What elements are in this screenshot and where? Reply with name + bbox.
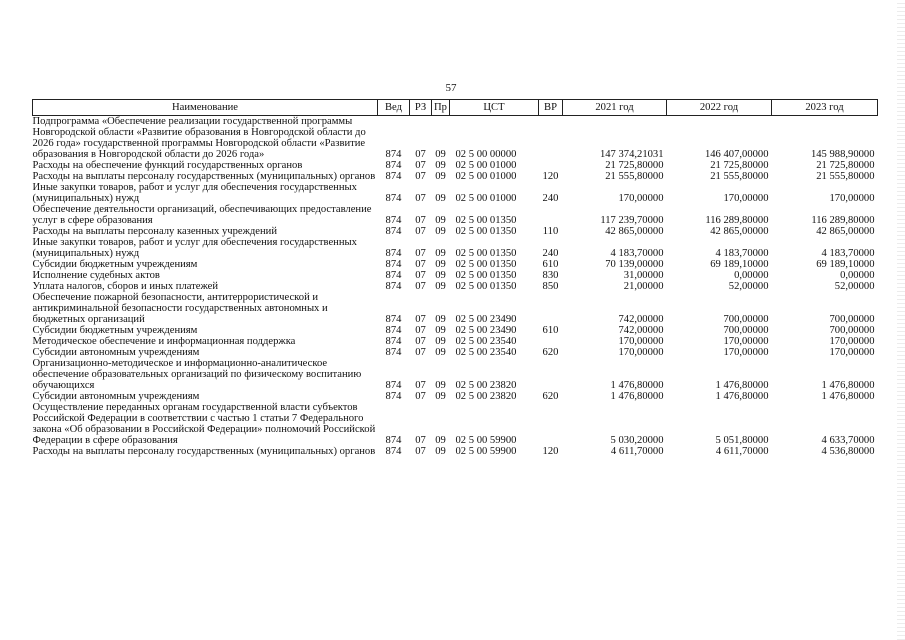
cell-rz: 07 <box>415 281 426 292</box>
table-row <box>33 446 878 457</box>
cell-vr: 610 <box>542 325 559 336</box>
cell-name: Организационно-методическое и информационно-аналитическое обеспечение образовательных организаций по физическому воспитанию обучающихся <box>32 358 362 391</box>
cell-name: Расходы на выплаты персоналу казенных учреждений <box>32 226 277 237</box>
cell-y2022: 0,00000 <box>734 270 769 281</box>
table-row <box>33 259 878 270</box>
cell-y2021: 31,00000 <box>623 270 664 281</box>
cell-ved: 874 <box>385 325 402 336</box>
cell-cst: 02 5 00 01000 <box>455 193 517 204</box>
cell-ved: 874 <box>385 259 402 270</box>
cell-name: Обеспечение деятельности организаций, обеспечивающих предоставление услуг в сфере образования <box>32 204 372 226</box>
cell-ved: 874 <box>385 193 402 204</box>
cell-ved: 874 <box>385 281 402 292</box>
cell-y2021: 742,00000 <box>618 314 664 325</box>
cell-vr <box>539 160 563 171</box>
header-pr: Пр <box>432 100 450 116</box>
cell-pr: 09 <box>435 391 446 402</box>
cell-y2022: 170,00000 <box>723 336 769 347</box>
cell-pr: 09 <box>435 446 446 457</box>
cell-y2021: 5 030,20000 <box>610 435 664 446</box>
cell-y2022: 146 407,00000 <box>704 149 769 160</box>
table-row <box>33 182 878 204</box>
cell-y2021: 21,00000 <box>623 281 664 292</box>
cell-name: Субсидии автономным учреждениям <box>32 391 200 402</box>
cell-cst: 02 5 00 01350 <box>455 215 517 226</box>
cell-y2022: 21 555,80000 <box>710 171 769 182</box>
cell-vr: 240 <box>542 248 559 259</box>
cell-ved: 874 <box>385 270 402 281</box>
cell-cst: 02 5 00 01350 <box>455 259 517 270</box>
table-header <box>33 100 878 116</box>
cell-rz: 07 <box>415 259 426 270</box>
cell-y2021: 42 865,00000 <box>605 226 664 237</box>
cell-y2021: 1 476,80000 <box>610 391 664 402</box>
cell-y2023: 0,00000 <box>840 270 875 281</box>
cell-rz: 07 <box>415 435 426 446</box>
cell-name: Расходы на выплаты персоналу государственных (муниципальных) органов <box>32 171 376 182</box>
cell-rz: 07 <box>415 314 426 325</box>
cell-vr: 610 <box>542 259 559 270</box>
cell-y2023: 170,00000 <box>829 193 875 204</box>
cell-y2021: 1 476,80000 <box>610 380 664 391</box>
cell-cst: 02 5 00 01350 <box>455 226 517 237</box>
cell-ved: 874 <box>385 336 402 347</box>
cell-name: Иные закупки товаров, работ и услуг для обеспечения государственных (муниципальных) нужд <box>32 182 357 204</box>
cell-y2022: 5 051,80000 <box>715 435 769 446</box>
cell-y2021: 21 555,80000 <box>605 171 664 182</box>
cell-y2023: 1 476,80000 <box>821 380 875 391</box>
header-ved: Вед <box>378 100 410 116</box>
table-row <box>33 402 878 446</box>
cell-vr <box>539 336 563 347</box>
cell-ved: 874 <box>385 347 402 358</box>
table-row <box>33 204 878 226</box>
cell-y2022: 170,00000 <box>723 193 769 204</box>
cell-y2022: 1 476,80000 <box>715 380 769 391</box>
cell-cst: 02 5 00 23540 <box>455 347 517 358</box>
table-row <box>33 160 878 171</box>
cell-y2022: 700,00000 <box>723 325 769 336</box>
header-vr: ВР <box>539 100 563 116</box>
cell-vr: 240 <box>542 193 559 204</box>
cell-cst: 02 5 00 00000 <box>455 149 517 160</box>
cell-y2022: 69 189,10000 <box>710 259 769 270</box>
cell-cst: 02 5 00 01350 <box>455 248 517 259</box>
cell-name: Расходы на выплаты персоналу государственных (муниципальных) органов <box>32 446 376 457</box>
cell-name: Субсидии автономным учреждениям <box>32 347 200 358</box>
cell-name: Подпрограмма «Обеспечение реализации государственной программы Новгородской области «Развитие образования в Новгородской области до 2026 года» государственной программы Новгородской области «Развитие образования в Новгородской области до 2026 года» <box>32 116 366 160</box>
cell-vr: 120 <box>542 446 559 457</box>
cell-rz: 07 <box>415 193 426 204</box>
cell-y2021: 4 611,70000 <box>610 446 664 457</box>
cell-cst: 02 5 00 23540 <box>455 336 517 347</box>
header-rz: РЗ <box>410 100 432 116</box>
cell-y2023: 1 476,80000 <box>821 391 875 402</box>
cell-name: Обеспечение пожарной безопасности, антитеррористической и антикриминальной безопасности государственных автономных и бюджетных организаций <box>32 292 328 325</box>
cell-cst: 02 5 00 23490 <box>455 325 517 336</box>
cell-rz: 07 <box>415 149 426 160</box>
cell-ved: 874 <box>385 160 402 171</box>
cell-name: Субсидии бюджетным учреждениям <box>32 325 198 336</box>
cell-cst: 02 5 00 23820 <box>455 391 517 402</box>
cell-vr: 850 <box>542 281 559 292</box>
table-row <box>33 281 878 292</box>
page-number: 57 <box>445 82 457 94</box>
cell-pr: 09 <box>435 259 446 270</box>
cell-rz: 07 <box>415 380 426 391</box>
header-2021: 2021 год <box>563 100 667 116</box>
cell-rz: 07 <box>415 347 426 358</box>
table-row <box>33 270 878 281</box>
cell-name: Субсидии бюджетным учреждениям <box>32 259 198 270</box>
cell-name: Методическое обеспечение и информационная поддержка <box>32 336 296 347</box>
cell-y2023: 145 988,90000 <box>810 149 875 160</box>
cell-rz: 07 <box>415 270 426 281</box>
cell-y2022: 4 183,70000 <box>715 248 769 259</box>
budget-table <box>32 99 878 457</box>
cell-y2023: 700,00000 <box>829 325 875 336</box>
cell-y2022: 1 476,80000 <box>715 391 769 402</box>
cell-name: Уплата налогов, сборов и иных платежей <box>32 281 219 292</box>
cell-vr <box>539 402 563 446</box>
cell-y2023: 4 183,70000 <box>821 248 875 259</box>
cell-pr: 09 <box>435 226 446 237</box>
cell-y2022: 700,00000 <box>723 314 769 325</box>
cell-cst: 02 5 00 01350 <box>455 270 517 281</box>
cell-pr: 09 <box>435 193 446 204</box>
header-2022: 2022 год <box>667 100 772 116</box>
cell-vr: 120 <box>542 171 559 182</box>
cell-pr: 09 <box>435 215 446 226</box>
table-row <box>33 391 878 402</box>
table-row <box>33 358 878 391</box>
cell-vr <box>539 292 563 325</box>
cell-cst: 02 5 00 01000 <box>455 171 517 182</box>
cell-y2023: 21 555,80000 <box>816 171 875 182</box>
cell-y2023: 69 189,10000 <box>816 259 875 270</box>
table-body <box>33 116 878 458</box>
cell-vr: 110 <box>542 226 559 237</box>
cell-pr: 09 <box>435 149 446 160</box>
header-2023: 2023 год <box>772 100 878 116</box>
cell-y2023: 170,00000 <box>829 347 875 358</box>
table-row <box>33 226 878 237</box>
table-row <box>33 237 878 259</box>
header-name: Наименование <box>33 100 378 116</box>
table-row <box>33 171 878 182</box>
cell-y2023: 170,00000 <box>829 336 875 347</box>
cell-rz: 07 <box>415 248 426 259</box>
cell-pr: 09 <box>435 336 446 347</box>
cell-vr: 830 <box>542 270 559 281</box>
cell-rz: 07 <box>415 160 426 171</box>
cell-ved: 874 <box>385 380 402 391</box>
scan-edge <box>897 0 905 640</box>
cell-y2021: 117 239,70000 <box>600 215 664 226</box>
cell-y2022: 21 725,80000 <box>710 160 769 171</box>
cell-y2023: 700,00000 <box>829 314 875 325</box>
cell-ved: 874 <box>385 171 402 182</box>
cell-cst: 02 5 00 23820 <box>455 380 517 391</box>
cell-y2022: 4 611,70000 <box>715 446 769 457</box>
cell-y2023: 4 633,70000 <box>821 435 875 446</box>
cell-vr <box>539 204 563 226</box>
cell-rz: 07 <box>415 226 426 237</box>
cell-pr: 09 <box>435 325 446 336</box>
cell-rz: 07 <box>415 336 426 347</box>
cell-pr: 09 <box>435 435 446 446</box>
cell-y2022: 52,00000 <box>728 281 769 292</box>
cell-y2021: 170,00000 <box>618 193 664 204</box>
cell-y2022: 116 289,80000 <box>705 215 769 226</box>
cell-pr: 09 <box>435 160 446 171</box>
table-row <box>33 336 878 347</box>
cell-ved: 874 <box>385 435 402 446</box>
cell-pr: 09 <box>435 380 446 391</box>
table-row <box>33 347 878 358</box>
cell-y2021: 70 139,00000 <box>605 259 664 270</box>
cell-ved: 874 <box>385 248 402 259</box>
cell-vr <box>539 116 563 161</box>
cell-cst: 02 5 00 23490 <box>455 314 517 325</box>
cell-y2021: 21 725,80000 <box>605 160 664 171</box>
cell-rz: 07 <box>415 446 426 457</box>
table-row <box>33 292 878 325</box>
cell-y2021: 170,00000 <box>618 347 664 358</box>
cell-y2023: 21 725,80000 <box>816 160 875 171</box>
cell-pr: 09 <box>435 171 446 182</box>
cell-cst: 02 5 00 01350 <box>455 281 517 292</box>
cell-pr: 09 <box>435 270 446 281</box>
cell-y2021: 742,00000 <box>618 325 664 336</box>
cell-y2021: 4 183,70000 <box>610 248 664 259</box>
cell-cst: 02 5 00 59900 <box>455 435 517 446</box>
cell-y2021: 170,00000 <box>618 336 664 347</box>
cell-rz: 07 <box>415 215 426 226</box>
cell-vr: 620 <box>542 347 559 358</box>
cell-ved: 874 <box>385 226 402 237</box>
cell-vr <box>539 358 563 391</box>
table-row <box>33 325 878 336</box>
cell-vr: 620 <box>542 391 559 402</box>
cell-y2023: 42 865,00000 <box>816 226 875 237</box>
header-cst: ЦСТ <box>450 100 539 116</box>
cell-pr: 09 <box>435 314 446 325</box>
cell-ved: 874 <box>385 446 402 457</box>
cell-ved: 874 <box>385 215 402 226</box>
cell-name: Иные закупки товаров, работ и услуг для обеспечения государственных (муниципальных) нужд <box>32 237 357 259</box>
table-row <box>33 116 878 161</box>
cell-ved: 874 <box>385 391 402 402</box>
cell-name: Осуществление переданных органам государственной власти субъектов Российской Федерации в соответствии с частью 1 статьи 7 Федерального закона «Об образовании в Российской Федерации» полномочий Российской Федерации в сфере образования <box>32 402 376 446</box>
cell-pr: 09 <box>435 248 446 259</box>
cell-rz: 07 <box>415 391 426 402</box>
cell-y2023: 4 536,80000 <box>821 446 875 457</box>
cell-y2022: 42 865,00000 <box>710 226 769 237</box>
cell-y2023: 52,00000 <box>834 281 875 292</box>
cell-name: Расходы на обеспечение функций государственных органов <box>32 160 303 171</box>
cell-y2022: 170,00000 <box>723 347 769 358</box>
cell-pr: 09 <box>435 347 446 358</box>
cell-name: Исполнение судебных актов <box>32 270 160 281</box>
cell-rz: 07 <box>415 325 426 336</box>
cell-cst: 02 5 00 59900 <box>455 446 517 457</box>
cell-cst: 02 5 00 01000 <box>455 160 517 171</box>
cell-rz: 07 <box>415 171 426 182</box>
cell-pr: 09 <box>435 281 446 292</box>
cell-y2023: 116 289,80000 <box>811 215 875 226</box>
cell-ved: 874 <box>385 314 402 325</box>
cell-y2021: 147 374,21031 <box>599 149 664 160</box>
cell-ved: 874 <box>385 149 402 160</box>
